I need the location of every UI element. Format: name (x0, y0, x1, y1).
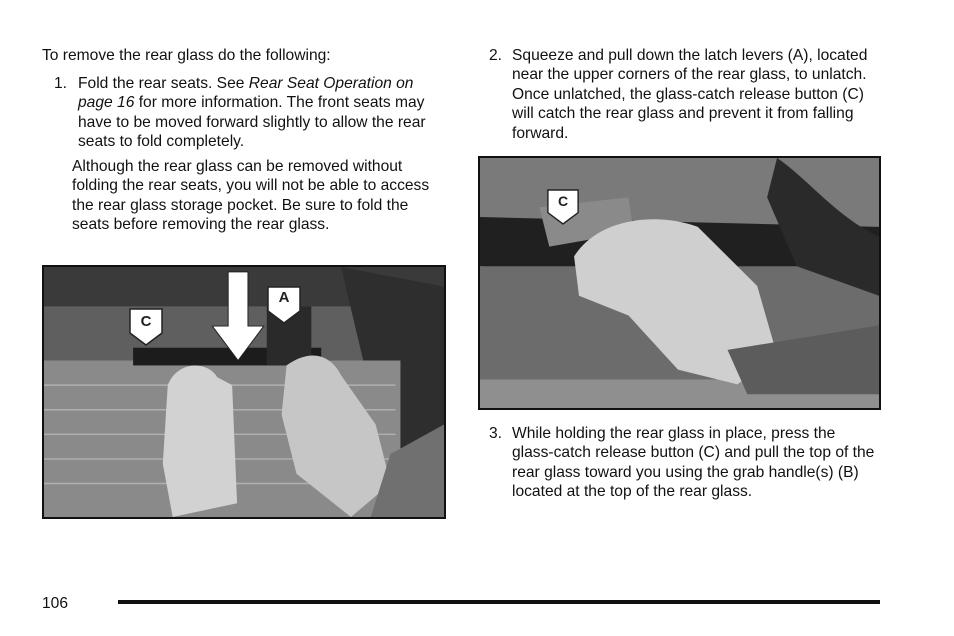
step-3-number: 3. (489, 425, 503, 442)
footer-rule (118, 600, 880, 604)
step-1-text-after: for more information. The front seats may have to be moved forward slightly to allow the rear seats to fold completely. (78, 94, 426, 151)
step-2-text: Squeeze and pull down the latch levers (A), located near the upper corners of the rear glass, to unlatch. Once unlatched, the glass-catch release button (C) will catch the rear glass and prevent it from falling forward. (512, 47, 868, 142)
callout-c (128, 307, 164, 347)
step-2-number: 2. (489, 47, 503, 64)
intro-text: To remove the rear glass do the following: (42, 47, 331, 64)
callout-c-right-label: C (557, 193, 569, 209)
step-1-number: 1. (54, 75, 68, 92)
step-1-text-before: Fold the rear seats. See (78, 75, 249, 92)
step-1-cross-reference: Rear Seat Operation on page 16 (78, 75, 414, 112)
step-1-note: Although the rear glass can be removed without folding the rear seats, you will not be able to access the rear glass storage pocket. Be sure to fold the seats before removing the rear glass. (72, 158, 430, 234)
step-1-text (78, 74, 446, 152)
callout-c-right (546, 188, 580, 226)
glass-catch-button-photo (478, 156, 881, 410)
callout-a-label: A (278, 289, 290, 306)
callout-a (266, 285, 302, 325)
callout-c-label: C (140, 313, 152, 330)
page-number: 106 (42, 595, 69, 612)
rear-glass-latch-photo (42, 265, 446, 519)
step-3-text: While holding the rear glass in place, press the glass-catch release button (C) and pull the top of the rear glass toward you using the grab handle(s) (B) located at the top of the rear glass. (512, 425, 875, 501)
